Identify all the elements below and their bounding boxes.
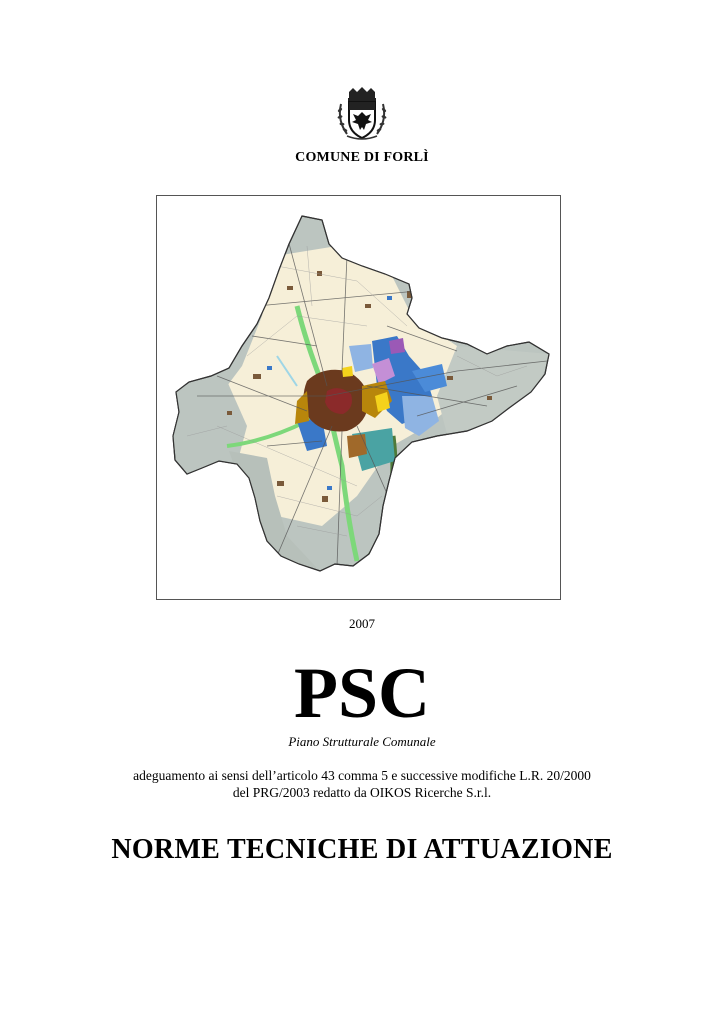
plan-acronym: PSC (293, 653, 431, 733)
municipal-territory-map (157, 196, 560, 599)
plan-full-name: Piano Strutturale Comunale (288, 734, 436, 749)
subtitle-line-1: adeguamento ai sensi dell’articolo 43 comma 5 e successive modifiche L.R. 20/2000 (133, 768, 591, 783)
map-frame (156, 195, 561, 600)
subtitle (0, 767, 724, 801)
coat-of-arms-icon (333, 86, 391, 144)
subtitle-line-2: del PRG/2003 redatto da OIKOS Ricerche S.r.l. (232, 785, 492, 800)
municipality-name: COMUNE DI FORLÌ (295, 150, 429, 165)
publication-year: 2007 (349, 616, 375, 631)
document-title: NORME TECNICHE DI ATTUAZIONE (111, 834, 613, 865)
